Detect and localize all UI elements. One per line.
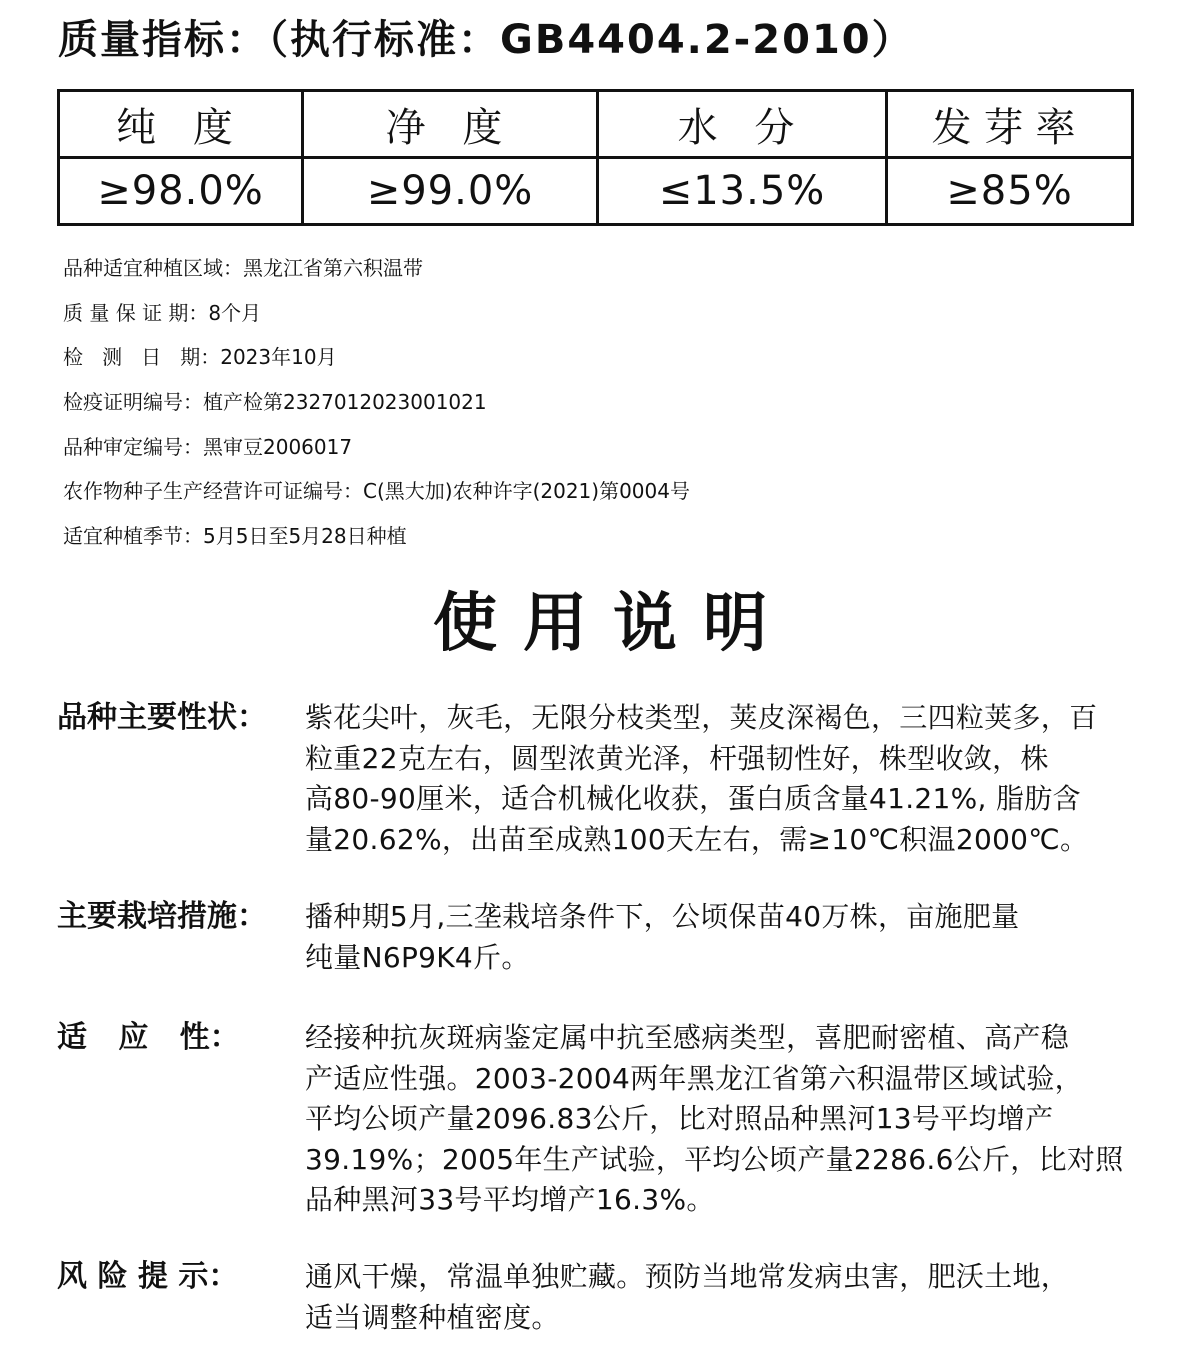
- section-line: 播种期5月,三垄栽培条件下，公顷保苗40万株，亩施肥量: [305, 900, 1020, 933]
- header-germination: 发芽率: [887, 91, 1133, 158]
- section-line: 粒重22克左右，圆型浓黄光泽，杆强韧性好，株型收敛，株: [305, 741, 1049, 775]
- section-label: 适 应 性：: [57, 1020, 240, 1055]
- info-license-number: 农作物种子生产经营许可证编号：C(黑大加)农种许字(2021)第0004号: [63, 479, 690, 504]
- value-cleanliness: ≥99.0%: [303, 158, 598, 225]
- info-approval-number: 品种审定编号：黑审豆2006017: [63, 434, 353, 459]
- section-line: 纯量N6P9K4斤。: [305, 940, 530, 974]
- value-moisture: ≤13.5%: [598, 158, 887, 225]
- instructions-title: 使用说明: [433, 587, 793, 661]
- section-line: 产适应性强。2003-2004两年黑龙江省第六积温带区域试验，: [305, 1061, 1083, 1095]
- section-line: 经接种抗灰斑病鉴定属中抗至感病类型，喜肥耐密植、高产稳: [305, 1021, 1070, 1054]
- section-risk-notice: [57, 1257, 1167, 1338]
- quality-heading: 质量指标：（执行标准：GB4404.2-2010）: [58, 17, 914, 63]
- section-cultivation: [57, 897, 1167, 978]
- header-purity: 纯 度: [59, 91, 303, 158]
- info-planting-season: 适宜种植季节：5月5日至5月28日种植: [63, 524, 407, 549]
- info-test-date: 检 测 日 期：2023年10月: [63, 345, 337, 370]
- quality-standard-table: [57, 89, 1134, 226]
- table-value-row: [59, 158, 1133, 225]
- section-label: 主要栽培措施：: [57, 899, 267, 934]
- section-line: 39.19%；2005年生产试验，平均公顷产量2286.6公斤，比对照: [305, 1142, 1124, 1176]
- section-line: 高80-90厘米，适合机械化收获，蛋白质含量41.21%, 脂肪含: [305, 782, 1081, 815]
- section-line: 通风干燥，常温单独贮藏。预防当地常发病虫害，肥沃土地，: [305, 1260, 1070, 1293]
- seed-info-list: [63, 253, 690, 566]
- value-germination: ≥85%: [887, 158, 1133, 225]
- section-line: 品种黑河33号平均增产16.3%。: [305, 1183, 715, 1216]
- section-adaptability: [57, 1018, 1167, 1221]
- section-body: [305, 698, 1167, 860]
- section-body: [305, 1018, 1167, 1221]
- table-header-row: [59, 91, 1133, 158]
- section-body: [305, 1257, 1167, 1338]
- info-warranty-period: 质 量 保 证 期：8个月: [63, 300, 262, 325]
- section-label: 风 险 提 示：: [57, 1259, 239, 1294]
- header-cleanliness: 净 度: [303, 91, 598, 158]
- section-line: 平均公顷产量2096.83公斤，比对照品种黑河13号平均增产: [305, 1102, 1054, 1135]
- value-purity: ≥98.0%: [59, 158, 303, 225]
- section-line: 紫花尖叶，灰毛，无限分枝类型，荚皮深褐色，三四粒荚多，百: [305, 701, 1098, 734]
- section-body: [305, 897, 1167, 978]
- section-main-traits: [57, 698, 1167, 860]
- info-quarantine-number: 检疫证明编号：植产检第2327012023001021: [63, 390, 487, 415]
- section-line: 适当调整种植密度。: [305, 1300, 560, 1334]
- header-moisture: 水 分: [598, 91, 887, 158]
- info-planting-region: 品种适宜种植区域：黑龙江省第六积温带: [63, 256, 423, 280]
- section-label: 品种主要性状：: [57, 700, 267, 735]
- section-line: 量20.62%，出苗至成熟100天左右，需≥10℃积温2000℃。: [305, 822, 1089, 856]
